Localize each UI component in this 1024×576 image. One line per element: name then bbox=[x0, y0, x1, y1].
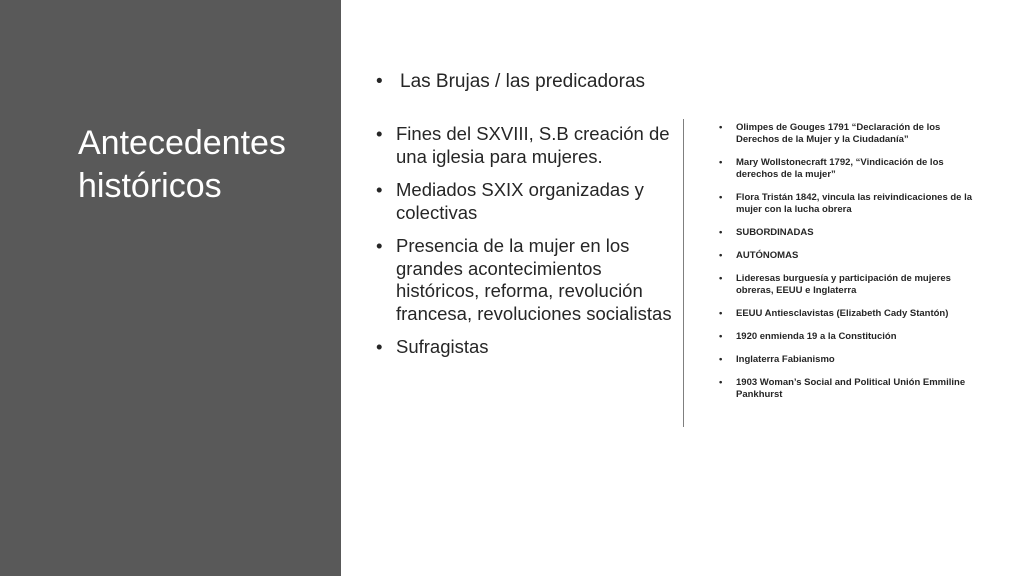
side-list-item-text: 1920 enmienda 19 a la Constitución bbox=[736, 331, 897, 342]
bullet-icon: • bbox=[719, 122, 723, 133]
bullet-icon: • bbox=[719, 192, 723, 203]
title-panel bbox=[0, 0, 341, 576]
side-list-item bbox=[719, 273, 974, 297]
main-list-item bbox=[376, 336, 676, 359]
side-bullet-list bbox=[719, 122, 974, 412]
side-list-item bbox=[719, 354, 974, 366]
bullet-icon: • bbox=[719, 227, 723, 238]
side-list-item bbox=[719, 331, 974, 343]
bullet-icon: • bbox=[376, 336, 383, 357]
main-list-item bbox=[376, 235, 676, 325]
side-list-item bbox=[719, 157, 974, 181]
side-list-item-text: EEUU Antiesclavistas (Elizabeth Cady Stantón) bbox=[736, 308, 949, 319]
main-list-item-text: Mediados SXIX organizadas y colectivas bbox=[396, 179, 644, 223]
side-list-item-text: Lideresas burguesía y participación de mujeres obreras, EEUU e Inglaterra bbox=[736, 273, 951, 296]
top-bullet-item bbox=[376, 70, 676, 94]
column-divider bbox=[683, 119, 684, 427]
bullet-icon: • bbox=[376, 123, 383, 144]
side-list-item-text: AUTÓNOMAS bbox=[736, 250, 799, 261]
side-list-item bbox=[719, 377, 974, 401]
bullet-icon: • bbox=[719, 250, 723, 261]
main-list-item bbox=[376, 123, 676, 168]
bullet-icon: • bbox=[719, 354, 723, 365]
side-list-item bbox=[719, 227, 974, 239]
side-list-item bbox=[719, 250, 974, 262]
slide-title: Antecedentes históricos bbox=[78, 124, 286, 205]
bullet-icon: • bbox=[719, 273, 723, 284]
side-list-item bbox=[719, 192, 974, 216]
side-list-item-text: SUBORDINADAS bbox=[736, 227, 814, 238]
side-list-item-text: 1903 Woman’s Social and Political Unión Emmiline Pankhurst bbox=[736, 377, 966, 400]
side-list-item-text: Olimpes de Gouges 1791 “Declaración de los Derechos de la Mujer y la Ciudadanía” bbox=[736, 122, 941, 145]
bullet-icon: • bbox=[376, 235, 383, 256]
main-list-item bbox=[376, 179, 676, 224]
side-list-item bbox=[719, 122, 974, 146]
side-list-item-text: Flora Tristán 1842, vincula las reivindicaciones de la mujer con la lucha obrera bbox=[736, 192, 973, 215]
side-list-item-text: Inglaterra Fabianismo bbox=[736, 354, 835, 365]
bullet-icon: • bbox=[719, 377, 723, 388]
bullet-icon: • bbox=[719, 157, 723, 168]
bullet-icon: • bbox=[719, 331, 723, 342]
main-bullet-list bbox=[376, 123, 676, 370]
main-list-item-text: Sufragistas bbox=[396, 336, 489, 357]
main-list-item-text: Presencia de la mujer en los grandes acontecimientos históricos, reforma, revolución francesa, revoluciones socialistas bbox=[396, 235, 672, 324]
side-list-item-text: Mary Wollstonecraft 1792, “Vindicación de los derechos de la mujer” bbox=[736, 157, 944, 180]
bullet-icon: • bbox=[376, 71, 383, 92]
bullet-icon: • bbox=[719, 308, 723, 319]
top-bullet-text: Las Brujas / las predicadoras bbox=[400, 71, 646, 92]
bullet-icon: • bbox=[376, 179, 383, 200]
side-list-item bbox=[719, 308, 974, 320]
main-list-item-text: Fines del SXVIII, S.B creación de una iglesia para mujeres. bbox=[396, 123, 670, 167]
